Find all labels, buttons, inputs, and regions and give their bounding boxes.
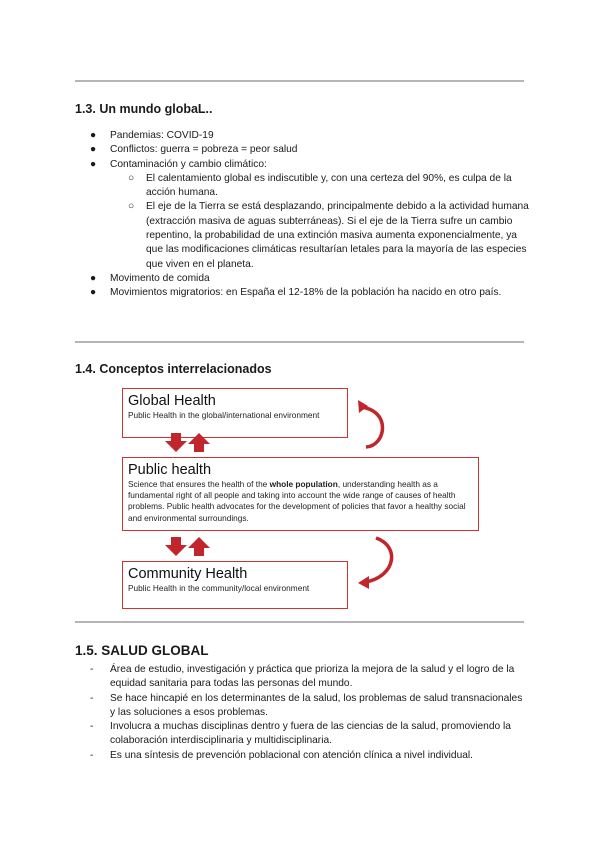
public-health-title: Public health xyxy=(128,462,212,478)
community-health-desc: Public Health in the community/local environment xyxy=(128,583,310,593)
dash-bullet: - xyxy=(90,664,94,675)
public-health-box xyxy=(122,457,479,531)
list-item: ● Contaminación y cambio climático: ○ El calentamiento global es indiscutible y, con una certeza del 90%, es culpa de la acción humana. ○ El eje de la Tierra se está desplazando, principalmente debido a la actividad humana (extracción masiva de aguas subterráneas). Si el eje de la Tierra sufre un cambio repentino, la probabilidad de una extinción masiva aumenta exponencialmente, ya que las modificaciones climáticas resultarían letales para la mayoría de las especies que viven en el planeta. xyxy=(90,158,530,272)
community-health-box xyxy=(122,561,348,609)
climate-sublist xyxy=(90,172,530,272)
bullet-icon: ● xyxy=(90,144,97,156)
sublist-item: ○ El calentamiento global es indiscutible y, con una certeza del 90%, es culpa de la acción humana. xyxy=(128,172,512,199)
bullet-icon: ● xyxy=(90,130,97,141)
divider-bottom xyxy=(75,621,524,623)
circle-bullet-icon: ○ xyxy=(128,201,135,213)
dash-bullet: - xyxy=(90,749,94,761)
dash-bullet: - xyxy=(90,721,94,733)
global-health-desc: Public Health in the global/international environment xyxy=(128,410,320,420)
global-health-title: Global Health xyxy=(128,393,216,409)
section-1-3-list xyxy=(90,129,530,301)
curved-arrow-icon xyxy=(358,538,392,589)
list-item: - Involucra a muchas disciplinas dentro y fuera de las ciencias de la salud, promoviendo la colaboración interdisciplinaria y multidisciplinaria. xyxy=(90,721,511,747)
divider-middle xyxy=(75,341,524,343)
arrow-up-icon xyxy=(188,537,210,556)
list-item: - Se hace hincapié en los determinantes de la salud, los problemas de salud transnacionales y las soluciones a esos problemas. xyxy=(90,692,523,718)
list-item: ● Conflictos: guerra = pobreza = peor salud xyxy=(90,143,530,157)
whole-population-emphasis: whole population xyxy=(269,479,338,489)
circle-bullet-icon: ○ xyxy=(128,172,135,184)
section-1-5-list xyxy=(90,663,530,763)
bullet-icon: ● xyxy=(90,272,97,284)
global-health-box xyxy=(122,388,348,438)
section-1-5-heading: 1.5. SALUD GLOBAL xyxy=(75,643,209,658)
list-item: - Es una síntesis de prevención poblacional con atención clínica a nivel individual. xyxy=(90,749,530,763)
community-health-title: Community Health xyxy=(128,566,248,582)
list-item: ● Movimientos migratorios: en España el 12-18% de la población ha nacido en otro país. xyxy=(90,286,530,300)
bullet-icon: ● xyxy=(90,158,97,170)
public-health-desc: Science that ensures the health of the whole population, understanding health as a fundamental right of all people and taking into account the wide range of causes of health problems. Public health advocates for the development of policies that favor a healthy social and environmental surroundings. xyxy=(128,479,466,523)
list-item: ● Pandemias: COVID-19 xyxy=(90,129,530,143)
arrow-down-icon xyxy=(165,537,187,556)
list-item: - Área de estudio, investigación y práctica que prioriza la mejora de la salud y el logro de la equidad sanitaria para todas las personas del mundo. xyxy=(90,664,515,690)
section-1-3-heading: 1.3. Un mundo globaL.. xyxy=(75,102,213,116)
list-item: ● Movimento de comida xyxy=(90,272,530,286)
dash-bullet: - xyxy=(90,692,94,704)
section-1-4-heading: 1.4. Conceptos interrelacionados xyxy=(75,362,272,376)
divider-top xyxy=(75,80,524,82)
curved-arrow-icon xyxy=(358,400,383,447)
bullet-icon: ● xyxy=(90,287,97,299)
sublist-item: ○ El eje de la Tierra se está desplazando, principalmente debido a la actividad humana (extracción masiva de aguas subterráneas). Si el eje de la Tierra sufre un cambio repentino, la probabilidad de una extinción masiva aumenta exponencialmente, ya que las modificaciones climáticas resultarían letales para la mayoría de las especies que viven en el planeta. xyxy=(128,201,529,270)
